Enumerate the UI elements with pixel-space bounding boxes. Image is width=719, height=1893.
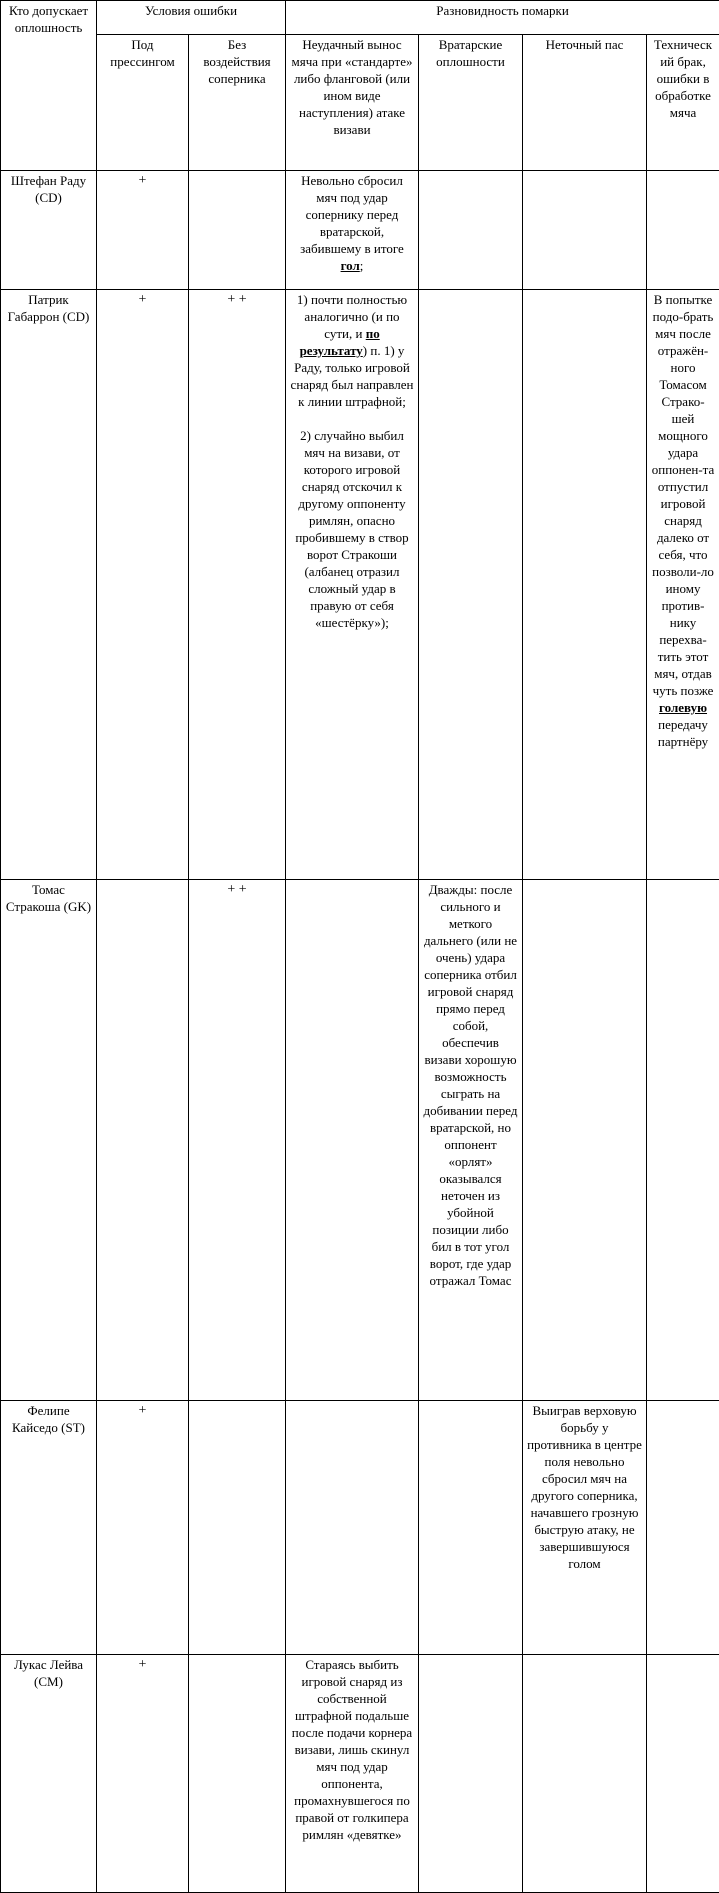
pressing-cell: + [97, 1655, 189, 1893]
clearance-text: 1) почти полностью аналогично (и по сути, и [297, 292, 407, 341]
pressing-cell: + [97, 290, 189, 880]
header-who: Кто допускает оплошность [1, 1, 97, 171]
gk-cell [419, 1655, 523, 1893]
pressing-cell [97, 880, 189, 1401]
table-row [1, 171, 719, 290]
header-bad-pass: Неточный пас [523, 35, 647, 171]
player-cell: Патрик Габаррон (CD) [1, 290, 97, 880]
pass-cell [523, 880, 647, 1401]
pressing-cell: + [97, 171, 189, 290]
header-row-2 [1, 35, 719, 171]
gk-cell [419, 290, 523, 880]
table-row [1, 880, 719, 1401]
technical-highlight: голевую [659, 700, 707, 715]
pass-cell: Выиграв верховую борьбу у противника в центре поля невольно сбросил мяч на другого соперника, начавшего грозную быструю атаку, не завершившуюся голом [523, 1401, 647, 1655]
technical-cell [647, 1401, 719, 1655]
header-types: Разновидность помарки [286, 1, 719, 35]
technical-text-end: передачу партнёру [658, 717, 708, 749]
technical-text: В попытке подо-брать мяч после отражён-ного Томасом Страко-шей мощного удара оппонен-та отпустил игровой снаряд далеко от себя, что позволи-ло иному против-нику перехва-тить этот мяч, отдав чуть позже [652, 292, 715, 698]
no-opponent-cell [189, 1655, 286, 1893]
player-cell: Штефан Раду (CD) [1, 171, 97, 290]
clearance-cell [286, 171, 419, 290]
clearance-text-end: ) п. 1) у Раду, только игровой снаряд был направлен к линии штрафной; 2) случайно выбил мяч на визави, от которого игровой снаряд отскочил к другому оппоненту римлян, опасно пробившему в створ ворот Стракоши (албанец отразил сложный удар в правую от себя «шестёрку»); [291, 343, 414, 630]
technical-cell [647, 880, 719, 1401]
no-opponent-cell: + + [189, 880, 286, 1401]
pass-cell [523, 171, 647, 290]
pass-cell [523, 1655, 647, 1893]
clearance-cell [286, 880, 419, 1401]
technical-cell [647, 171, 719, 290]
technical-cell [647, 290, 719, 880]
gk-cell [419, 1401, 523, 1655]
header-conditions: Условия ошибки [97, 1, 286, 35]
technical-cell [647, 1655, 719, 1893]
clearance-cell: Стараясь выбить игровой снаряд из собственной штрафной подальше после подачи корнера визави, лишь скинул мяч под удар оппонента, промахнувшегося по правой от голкипера римлян «девятке» [286, 1655, 419, 1893]
header-technical: Технический брак, ошибки в обработке мяча [647, 35, 719, 171]
clearance-highlight: гол [341, 258, 360, 273]
player-cell: Томас Стракоша (GK) [1, 880, 97, 1401]
no-opponent-cell: + + [189, 290, 286, 880]
clearance-text: Невольно сбросил мяч под удар сопернику перед вратарской, забившему в итоге [300, 173, 404, 256]
no-opponent-cell [189, 1401, 286, 1655]
header-row-1 [1, 1, 719, 35]
header-no-opponent: Без воздействия соперника [189, 35, 286, 171]
gk-cell [419, 171, 523, 290]
no-opponent-cell [189, 171, 286, 290]
table-row [1, 1401, 719, 1655]
header-bad-clearance: Неудачный вынос мяча при «стандарте» либо фланговой (или ином виде наступления) атаке визави [286, 35, 419, 171]
player-cell: Фелипе Кайседо (ST) [1, 1401, 97, 1655]
pressing-cell: + [97, 1401, 189, 1655]
header-gk-errors: Вратарские оплошности [419, 35, 523, 171]
clearance-text-end: ; [360, 258, 364, 273]
gk-cell: Дважды: после сильного и меткого дальнего (или не очень) удара соперника отбил игровой снаряд прямо перед собой, обеспечив визави хорошую возможность сыграть на добивании перед вратарской, но оппонент «орлят» оказывался неточен из убойной позиции либо бил в тот угол ворот, где удар отражал Томас [419, 880, 523, 1401]
clearance-cell [286, 1401, 419, 1655]
table-row [1, 290, 719, 880]
pass-cell [523, 290, 647, 880]
player-cell: Лукас Лейва (CM) [1, 1655, 97, 1893]
clearance-highlight: по результату [300, 326, 380, 358]
header-pressing: Под прессингом [97, 35, 189, 171]
table-row [1, 1655, 719, 1893]
clearance-cell [286, 290, 419, 880]
